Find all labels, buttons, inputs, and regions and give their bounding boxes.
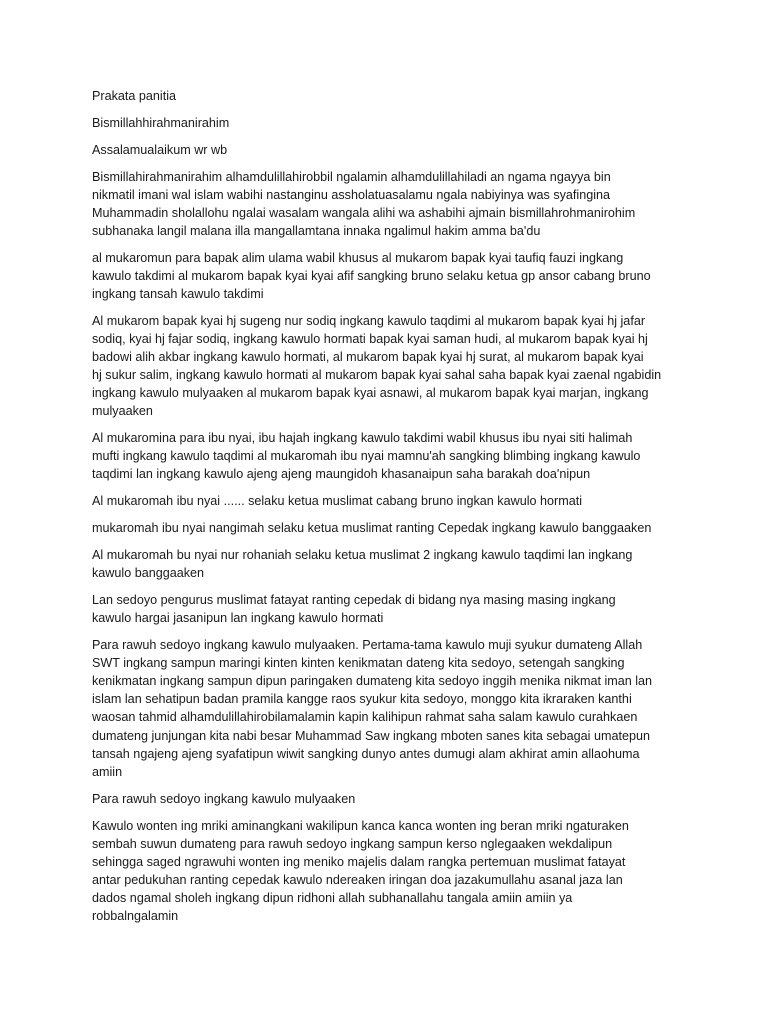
text-line: kenikmatan ingkang sampun dipun paringaken dumateng kita sedoyo inggih menika nikmat iman lan (92, 674, 653, 689)
text-line: Al mukaromina para ibu nyai, ibu hajah ingkang kawulo takdimi wabil khusus ibu nyai siti halimah (92, 431, 633, 446)
paragraph (92, 249, 698, 303)
text-line: amiin (92, 764, 123, 779)
text-line: Muhammadin sholallohu ngalai wasalam wangala alihi wa ashabihi ajmain bismillahrohmanirohim (92, 205, 636, 220)
text-line: hj sukur salim, ingkang kawulo hormati al mukarom bapak kyai sahal saha bapak kyai zaenal ngabidin (92, 368, 662, 383)
paragraph (92, 546, 698, 582)
paragraph (92, 636, 698, 781)
text-line: badowi alih akbar ingkang kawulo hormati, al mukarom bapak kyai hj surat, al mukarom bapak kyai (92, 350, 644, 365)
paragraph (92, 492, 698, 510)
text-line: waosan tahmid alhamdulillahirobilamalamin kapin kalihipun rahmat saha salam kawulo curahkaen (92, 710, 638, 725)
paragraph (92, 817, 698, 926)
text-line: robbalngalamin (92, 909, 179, 924)
text-line: tansah ngajeng ajeng syafatipun wiwit sangking dunyo antes dumugi alam akhirat amin allaohuma (92, 746, 640, 761)
text-line: dumateng junjungan kita nabi besar Muhammad Saw ingkang mboten sanes kita sebagai umatepun (92, 728, 650, 743)
paragraph (92, 429, 698, 483)
document-body (92, 87, 698, 925)
text-line: Assalamualaikum wr wb (92, 142, 228, 157)
paragraph (92, 790, 698, 808)
text-line: islam lan sehatipun badan pramila kangge raos syukur kita sedoyo, monggo kita ikraraken kanthi (92, 692, 632, 707)
text-line: kawulo hargai jasanipun lan ingkang kawulo hormati (92, 611, 384, 626)
text-line: ingkang tansah kawulo takdimi (92, 287, 264, 302)
paragraph (92, 114, 698, 132)
text-line: Para rawuh sedoyo ingkang kawulo mulyaaken (92, 791, 356, 806)
text-line: taqdimi lan ingkang kawulo ajeng ajeng maungidoh khasanaipun saha barakah doa'nipun (92, 467, 591, 482)
text-line: sembah suwun dumateng para rawuh sedoyo ingkang sampun kerso nglegaaken wekdalipun (92, 836, 613, 851)
text-line: Para rawuh sedoyo ingkang kawulo mulyaaken. Pertama-tama kawulo muji syukur dumateng Allah (92, 638, 643, 653)
paragraph (92, 141, 698, 159)
paragraph (92, 87, 698, 105)
text-line: Al mukarom bapak kyai hj sugeng nur sodiq ingkang kawulo taqdimi al mukarom bapak kyai hj jafar (92, 313, 646, 328)
text-line: kawulo banggaaken (92, 566, 205, 581)
text-line: Kawulo wonten ing mriki aminangkani wakilipun kanca kanca wonten ing beran mriki ngaturaken (92, 818, 629, 833)
text-line: Bismillahirahmanirahim alhamdulillahirobbil ngalamin alhamdulillahiladi an ngama ngayya bin (92, 169, 611, 184)
text-line: SWT ingkang sampun maringi kinten kinten kenikmatan dateng kita sedoyo, setengah sangking (92, 656, 625, 671)
text-line: Bismillahhirahmanirahim (92, 115, 230, 130)
paragraph (92, 519, 698, 537)
text-line: ingkang kawulo mulyaaken al mukarom bapak kyai asnawi, al mukarom bapak kyai marjan, ingkang (92, 386, 649, 401)
paragraph (92, 312, 698, 421)
text-line: Prakata panitia (92, 89, 177, 103)
text-line: nikmatil imani wal islam wabihi nastanginu assholatuasalamu ngala nabiyinya was syafingina (92, 187, 611, 202)
paragraph (92, 591, 698, 627)
paragraph (92, 168, 698, 240)
text-line: mufti ingkang kawulo taqdimi al mukaromah ibu nyai mamnu'ah sangking blimbing ingkang kawulo (92, 449, 641, 464)
text-line: mukaromah ibu nyai nangimah selaku ketua muslimat ranting Cepedak ingkang kawulo banggaaken (92, 521, 652, 536)
text-line: sehingga saged ngrawuhi wonten ing meniko majelis dalam rangka pertemuan muslimat fatayat (92, 854, 626, 869)
text-line: dados ngamal sholeh ingkang dipun ridhoni allah subhanallahu tangala amiin amiin ya (92, 890, 573, 905)
text-line: subhanaka langil malana illa mangallamtana innaka ngalimul hakim amma ba'du (92, 223, 541, 238)
text-line: antar pedukuhan ranting cepedak kawulo ndereaken iringan doa jazakumullahu asanal jaza lan (92, 872, 623, 887)
text-line: Lan sedoyo pengurus muslimat fatayat ranting cepedak di bidang nya masing masing ingkang (92, 593, 616, 608)
text-line: al mukaromun para bapak alim ulama wabil khusus al mukarom bapak kyai taufiq fauzi ingkang (92, 250, 624, 265)
text-line: kawulo takdimi al mukarom bapak kyai kyai afif sangking bruno selaku ketua gp ansor cabang bruno (92, 268, 651, 283)
text-line: Al mukaromah bu nyai nur rohaniah selaku ketua muslimat 2 ingkang kawulo taqdimi lan ingkang (92, 548, 633, 563)
text-line: Al mukaromah ibu nyai ...... selaku ketua muslimat cabang bruno ingkan kawulo hormati (92, 494, 583, 509)
text-line: mulyaaken (92, 404, 153, 419)
text-line: sodiq, kyai hj fajar sodiq, ingkang kawulo hormati bapak kyai saman hudi, al mukarom bapak kyai hj (92, 332, 648, 347)
